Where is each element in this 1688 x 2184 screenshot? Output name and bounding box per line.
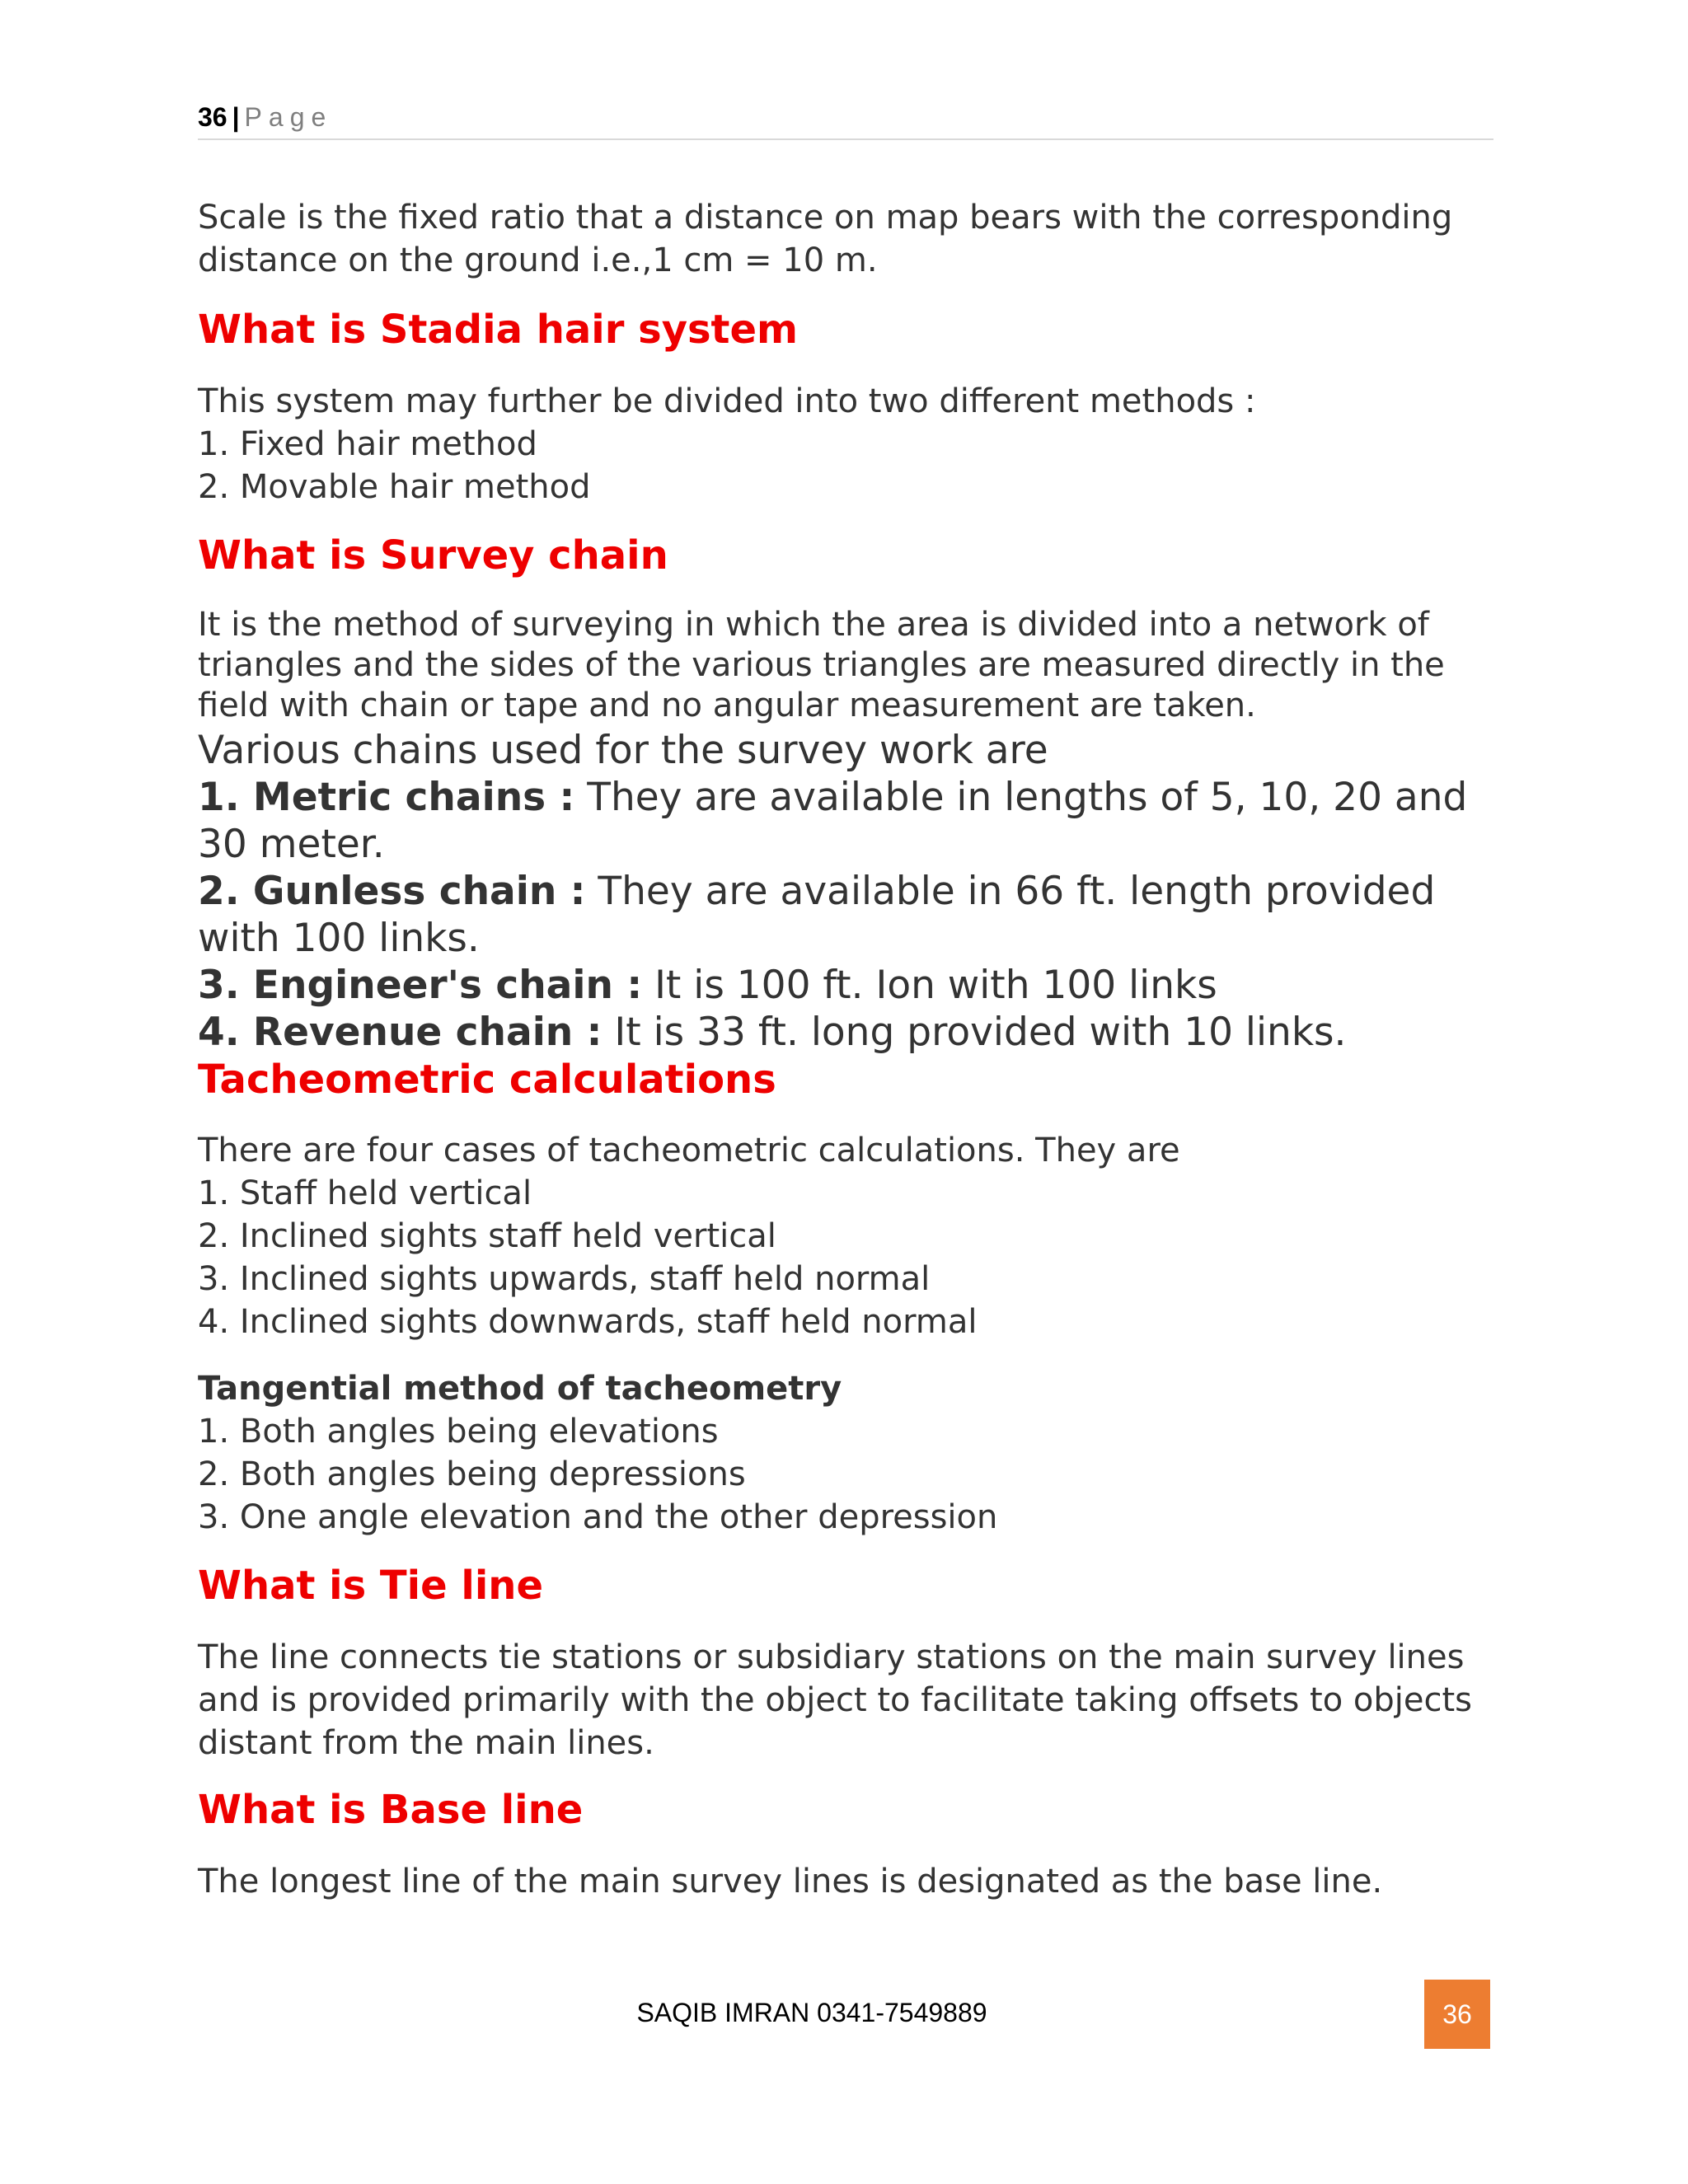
stadia-line: This system may further be divided into two different methods : (198, 382, 1256, 420)
tangential-heading: Tangential method of tacheometry (198, 1370, 842, 1408)
chain-item (198, 774, 1500, 821)
survey-chain-section (198, 531, 1500, 580)
page-header (198, 101, 1493, 140)
intro-line: distance on the ground i.e.,1 cm = 10 m. (198, 241, 878, 279)
chain-term: 1. Metric chains : (198, 775, 575, 820)
tacheometric-body (198, 1129, 1500, 1343)
tie-line-text: The line connects tie stations or subsidiary stations on the main survey lines (198, 1638, 1465, 1676)
tie-line-body (198, 1636, 1500, 1765)
chain-desc: They are available in lengths of 5, 10, 20 and (574, 775, 1468, 820)
base-line-section (198, 1785, 1500, 1835)
chain-item-cont: 30 meter. (198, 822, 385, 867)
survey-chain-body (198, 605, 1500, 726)
base-line-text: The longest line of the main survey lines is designated as the base line. (198, 1863, 1383, 1900)
chain-item (198, 868, 1500, 915)
header-page-number: 36 (198, 102, 227, 132)
chains-intro: Various chains used for the survey work are (198, 728, 1048, 773)
tangential-list-item: 2. Both angles being depressions (198, 1455, 746, 1493)
stadia-list-item: 1. Fixed hair method (198, 425, 537, 463)
chain-item-cont: with 100 links. (198, 916, 480, 961)
tacheometric-section (198, 1055, 1500, 1104)
tangential-section (198, 1367, 1500, 1410)
chain-term: 4. Revenue chain : (198, 1010, 603, 1055)
tacheometric-heading: Tacheometric calculations (198, 1057, 776, 1103)
tangential-body (198, 1410, 1500, 1539)
chain-term: 3. Engineer's chain : (198, 963, 643, 1008)
survey-chain-heading: What is Survey chain (198, 532, 668, 579)
stadia-list-item: 2. Movable hair method (198, 468, 591, 506)
base-line-heading: What is Base line (198, 1787, 584, 1833)
base-line-body (198, 1860, 1500, 1903)
tacheometric-list-item: 4. Inclined sights downwards, staff held normal (198, 1303, 978, 1341)
header-page-label: Page (244, 102, 333, 132)
survey-chain-line: triangles and the sides of the various triangles are measured directly in the (198, 646, 1445, 684)
footer-page-badge: 36 (1424, 1980, 1490, 2049)
chains-list (198, 727, 1500, 1056)
chain-desc: It is 33 ft. long provided with 10 links. (602, 1010, 1347, 1055)
chain-item (198, 1009, 1500, 1056)
chain-term: 2. Gunless chain : (198, 869, 586, 914)
stadia-section (198, 305, 1500, 354)
stadia-heading: What is Stadia hair system (198, 307, 799, 353)
tacheometric-list-item: 1. Staff held vertical (198, 1174, 532, 1212)
stadia-body (198, 380, 1500, 509)
tangential-list-item: 1. Both angles being elevations (198, 1413, 719, 1451)
survey-chain-line: field with chain or tape and no angular measurement are taken. (198, 687, 1256, 724)
survey-chain-line: It is the method of surveying in which the area is divided into a network of (198, 606, 1429, 644)
tie-line-heading: What is Tie line (198, 1563, 543, 1609)
tangential-list-item: 3. One angle elevation and the other depression (198, 1498, 998, 1536)
intro-line: Scale is the fixed ratio that a distance on map bears with the corresponding (198, 199, 1453, 237)
tacheometric-list-item: 2. Inclined sights staff held vertical (198, 1217, 776, 1255)
chain-desc: They are available in 66 ft. length provided (585, 869, 1436, 914)
intro-paragraph (198, 196, 1500, 282)
tacheometric-line: There are four cases of tacheometric calculations. They are (198, 1132, 1180, 1169)
chain-desc: It is 100 ft. Ion with 100 links (642, 963, 1217, 1008)
footer-author: SAQIB IMRAN 0341-7549889 (636, 1998, 987, 2027)
tie-line-text: distant from the main lines. (198, 1724, 654, 1762)
tie-line-section (198, 1561, 1500, 1610)
tacheometric-list-item: 3. Inclined sights upwards, staff held normal (198, 1260, 931, 1298)
chain-item (198, 962, 1500, 1009)
tie-line-text: and is provided primarily with the object to facilitate taking offsets to objects (198, 1681, 1472, 1719)
header-separator: | (232, 102, 240, 132)
